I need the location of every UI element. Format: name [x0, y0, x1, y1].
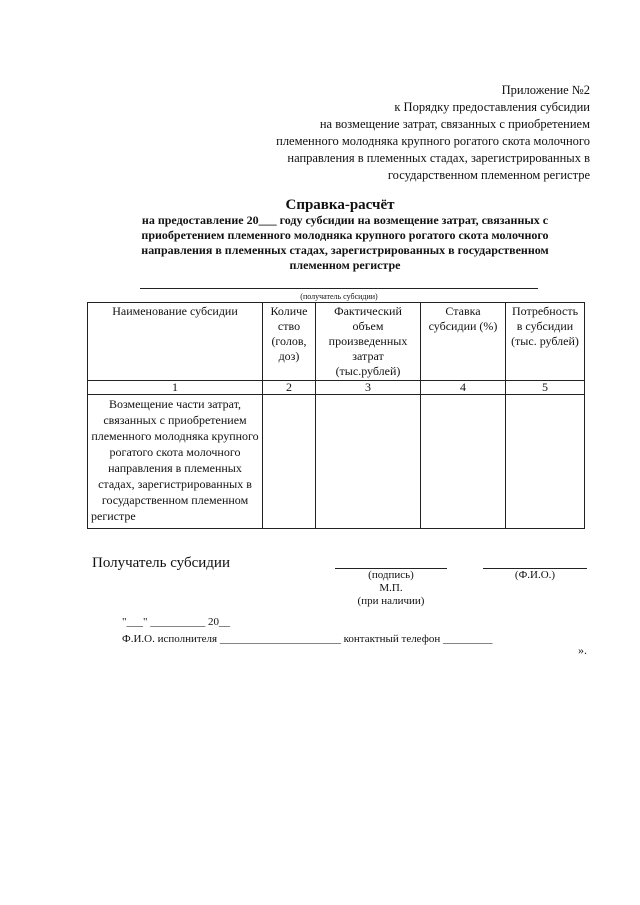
recipient-label: Получатель субсидии: [92, 555, 230, 571]
annex-header: [230, 82, 590, 184]
costs-cell: [316, 395, 421, 529]
annex-line: на возмещение затрат, связанных с приобретением: [319, 117, 590, 131]
annex-line: Приложение №2: [501, 83, 590, 97]
annex-line: к Порядку предоставления субсидии: [394, 100, 590, 114]
need-cell: [506, 395, 585, 529]
document-subtitle: на предоставление 20___ году субсидии на возмещение затрат, связанных с приобретением племенного молодняка крупного рогатого скота молочного направления в племенных стадах, зарегистрированных в государственном племенном регистре: [141, 213, 549, 272]
header-subsidy-need: Потребность в субсидии (тыс. рублей): [506, 303, 585, 381]
signature-caption: (подпись): [368, 569, 414, 581]
column-number: 3: [316, 381, 421, 395]
table-row: [88, 395, 585, 529]
table-header-row: [88, 303, 585, 381]
header-subsidy-rate: Ставка субсидии (%): [421, 303, 506, 381]
subsidy-name-cell: Возмещение части затрат, связанных с приобретением племенного молодняка крупного рогатого скота молочного направления в племенных стадах, зарегистрированных в государственном племенном регистре: [88, 395, 263, 529]
stamp-label: М.П.: [379, 582, 403, 594]
annex-line: направления в племенных стадах, зарегистрированных в: [287, 151, 590, 165]
document-title: Справка-расчёт: [285, 197, 395, 213]
rate-cell: [421, 395, 506, 529]
annex-line: племенного молодняка крупного рогатого скота молочного: [276, 134, 590, 148]
column-number: 4: [421, 381, 506, 395]
column-number: 1: [88, 381, 263, 395]
annex-line: государственном племенном регистре: [387, 168, 590, 182]
fio-caption: (Ф.И.О.): [514, 569, 556, 581]
recipient-blank-line: [140, 288, 538, 289]
closing-quote: ».: [578, 643, 587, 657]
stamp-note: (при наличии): [357, 595, 425, 607]
header-actual-costs: Фактический объем произведенных затрат (тыс.рублей): [316, 303, 421, 381]
header-quantity: Количе ство (голов, доз): [263, 303, 316, 381]
signature-caption-block: [335, 569, 447, 608]
header-subsidy-name: Наименование субсидии: [88, 303, 263, 381]
executor-line: Ф.И.О. исполнителя ______________________ контактный телефон _________: [122, 633, 493, 645]
date-line: "___" __________ 20__: [122, 616, 230, 628]
table-number-row: [88, 381, 585, 395]
recipient-caption: (получатель субсидии): [300, 292, 378, 301]
quantity-cell: [263, 395, 316, 529]
calculation-table: [87, 302, 585, 529]
column-number: 5: [506, 381, 585, 395]
column-number: 2: [263, 381, 316, 395]
